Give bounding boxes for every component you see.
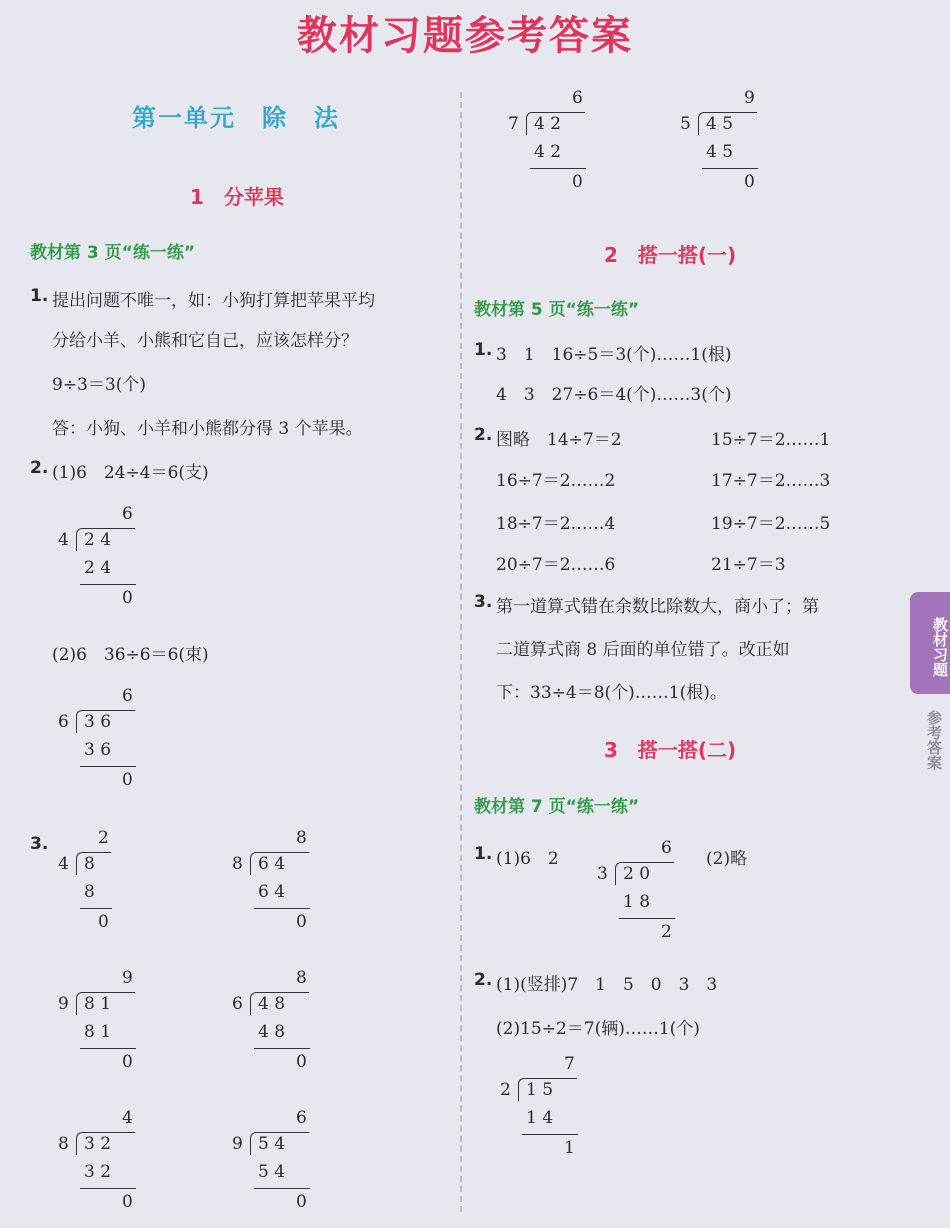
equation: 图略 14÷7＝2 xyxy=(496,430,622,450)
side-label: 参考答案 xyxy=(925,710,943,770)
remainder: 0 xyxy=(296,1052,307,1072)
question-number: 2. xyxy=(474,970,493,990)
answer-text: (2)6 36÷6＝6(束) xyxy=(52,645,209,665)
quotient: 6 xyxy=(122,686,133,706)
remainder: 0 xyxy=(572,172,583,192)
answer-text: 9÷3＝3(个) xyxy=(52,375,146,395)
long-division xyxy=(58,1108,218,1228)
dividend: 3 2 xyxy=(84,1134,112,1154)
quotient: 6 xyxy=(661,838,672,858)
division-line xyxy=(254,1188,310,1189)
answer-text: (2)15÷2＝7(辆)……1(个) xyxy=(496,1019,700,1039)
division-line xyxy=(254,908,310,909)
dividend: 5 4 xyxy=(258,1134,286,1154)
dividend: 2 4 xyxy=(84,530,112,550)
long-division xyxy=(508,88,668,208)
section-heading-3: 教材第 7 页“练一练” xyxy=(474,797,640,817)
equation: 19÷7＝2……5 xyxy=(711,514,831,534)
quotient: 2 xyxy=(98,828,109,848)
quotient: 9 xyxy=(744,88,755,108)
divisor: 8 xyxy=(58,1134,69,1154)
equation: 16÷7＝2……2 xyxy=(496,471,616,491)
equation: 18÷7＝2……4 xyxy=(496,514,616,534)
answer-text: (1)6 2 xyxy=(496,849,559,869)
answer-text: 二道算式商 8 后面的单位错了。改正如 xyxy=(496,640,790,660)
remainder: 1 xyxy=(564,1138,575,1158)
remainder: 0 xyxy=(122,770,133,790)
equation: 21÷7＝3 xyxy=(711,555,786,575)
subtrahend: 3 2 xyxy=(84,1162,112,1182)
divisor: 6 xyxy=(232,994,243,1014)
remainder: 0 xyxy=(98,912,109,932)
quotient: 4 xyxy=(122,1108,133,1128)
question-number: 1. xyxy=(474,844,493,864)
answer-text: 下：33÷4＝8(个)……1(根)。 xyxy=(496,683,727,703)
dividend: 8 xyxy=(84,854,95,874)
answer-text: 分给小羊、小熊和它自己，应该怎样分？ xyxy=(52,331,358,351)
division-line xyxy=(254,1048,310,1049)
page-title: 教材习题参考答案 xyxy=(297,13,633,59)
divisor: 4 xyxy=(58,854,69,874)
dividend: 1 5 xyxy=(526,1080,554,1100)
divisor: 9 xyxy=(232,1134,243,1154)
question-number: 3. xyxy=(474,592,493,612)
quotient: 6 xyxy=(122,504,133,524)
lesson-title-2: 2 搭一搭(一) xyxy=(604,243,737,267)
quotient: 9 xyxy=(122,968,133,988)
subtrahend: 1 8 xyxy=(623,892,651,912)
divisor: 2 xyxy=(500,1080,511,1100)
division-line xyxy=(702,168,758,169)
quotient: 8 xyxy=(296,968,307,988)
subtrahend: 1 4 xyxy=(526,1108,554,1128)
dividend: 6 4 xyxy=(258,854,286,874)
column-divider xyxy=(460,92,462,1212)
division-line xyxy=(80,584,136,585)
dividend: 4 5 xyxy=(706,114,734,134)
subtrahend: 5 4 xyxy=(258,1162,286,1182)
division-line xyxy=(80,908,112,909)
long-division xyxy=(58,828,218,948)
divisor: 5 xyxy=(680,114,691,134)
question-number: 2. xyxy=(474,425,493,445)
long-division xyxy=(232,968,392,1088)
subtrahend: 4 5 xyxy=(706,142,734,162)
subtrahend: 6 4 xyxy=(258,882,286,902)
answer-text: 3 1 16÷5＝3(个)……1(根) xyxy=(496,345,732,365)
question-number: 1. xyxy=(30,286,49,306)
subtrahend: 3 6 xyxy=(84,740,112,760)
remainder: 0 xyxy=(296,912,307,932)
equation: 17÷7＝2……3 xyxy=(711,471,831,491)
remainder: 0 xyxy=(744,172,755,192)
lesson-title-3: 3 搭一搭(二) xyxy=(604,738,737,762)
side-tab[interactable]: 教材习题 xyxy=(910,592,950,694)
answer-text: (1)(竖排)7 1 5 0 3 3 xyxy=(496,975,718,995)
divisor: 8 xyxy=(232,854,243,874)
subtrahend: 2 4 xyxy=(84,558,112,578)
answer-text: 提出问题不唯一，如：小狗打算把苹果平均 xyxy=(52,291,375,311)
remainder: 0 xyxy=(122,1052,133,1072)
quotient: 6 xyxy=(572,88,583,108)
subtrahend: 4 8 xyxy=(258,1022,286,1042)
long-division xyxy=(58,686,218,806)
subtrahend: 8 1 xyxy=(84,1022,112,1042)
dividend: 4 2 xyxy=(534,114,562,134)
long-division xyxy=(232,828,392,948)
long-division xyxy=(58,504,218,624)
quotient: 6 xyxy=(296,1108,307,1128)
dividend: 8 1 xyxy=(84,994,112,1014)
dividend: 3 6 xyxy=(84,712,112,732)
dividend: 2 0 xyxy=(623,864,651,884)
answer-text: (2)略 xyxy=(706,849,748,869)
divisor: 4 xyxy=(58,530,69,550)
lesson-title-1: 1 分苹果 xyxy=(190,185,284,209)
division-line xyxy=(619,918,675,919)
question-number: 1. xyxy=(474,340,493,360)
division-line xyxy=(522,1134,578,1135)
division-line xyxy=(80,1048,136,1049)
division-line xyxy=(80,766,136,767)
answer-text: 答：小狗、小羊和小熊都分得 3 个苹果。 xyxy=(52,419,363,439)
answer-text: (1)6 24÷4＝6(支) xyxy=(52,463,209,483)
divisor: 7 xyxy=(508,114,519,134)
remainder: 0 xyxy=(296,1192,307,1212)
remainder: 0 xyxy=(122,1192,133,1212)
divisor: 6 xyxy=(58,712,69,732)
answer-text: 4 3 27÷6＝4(个)……3(个) xyxy=(496,385,732,405)
long-division xyxy=(680,88,840,208)
dividend: 4 8 xyxy=(258,994,286,1014)
division-line xyxy=(530,168,586,169)
long-division xyxy=(232,1108,392,1228)
divisor: 3 xyxy=(597,864,608,884)
divisor: 9 xyxy=(58,994,69,1014)
long-division xyxy=(597,838,757,958)
question-number: 3. xyxy=(30,834,49,854)
remainder: 0 xyxy=(122,588,133,608)
equation: 20÷7＝2……6 xyxy=(496,555,616,575)
division-line xyxy=(80,1188,136,1189)
equation: 15÷7＝2……1 xyxy=(711,430,831,450)
unit-title: 第一单元 除 法 xyxy=(132,104,340,132)
section-heading-1: 教材第 3 页“练一练” xyxy=(30,243,196,263)
remainder: 2 xyxy=(661,922,672,942)
subtrahend: 4 2 xyxy=(534,142,562,162)
long-division xyxy=(500,1054,660,1174)
quotient: 7 xyxy=(564,1054,575,1074)
section-heading-2: 教材第 5 页“练一练” xyxy=(474,300,640,320)
quotient: 8 xyxy=(296,828,307,848)
long-division xyxy=(58,968,218,1088)
question-number: 2. xyxy=(30,458,49,478)
subtrahend: 8 xyxy=(84,882,95,902)
answer-text: 第一道算式错在余数比除数大，商小了；第 xyxy=(496,597,819,617)
